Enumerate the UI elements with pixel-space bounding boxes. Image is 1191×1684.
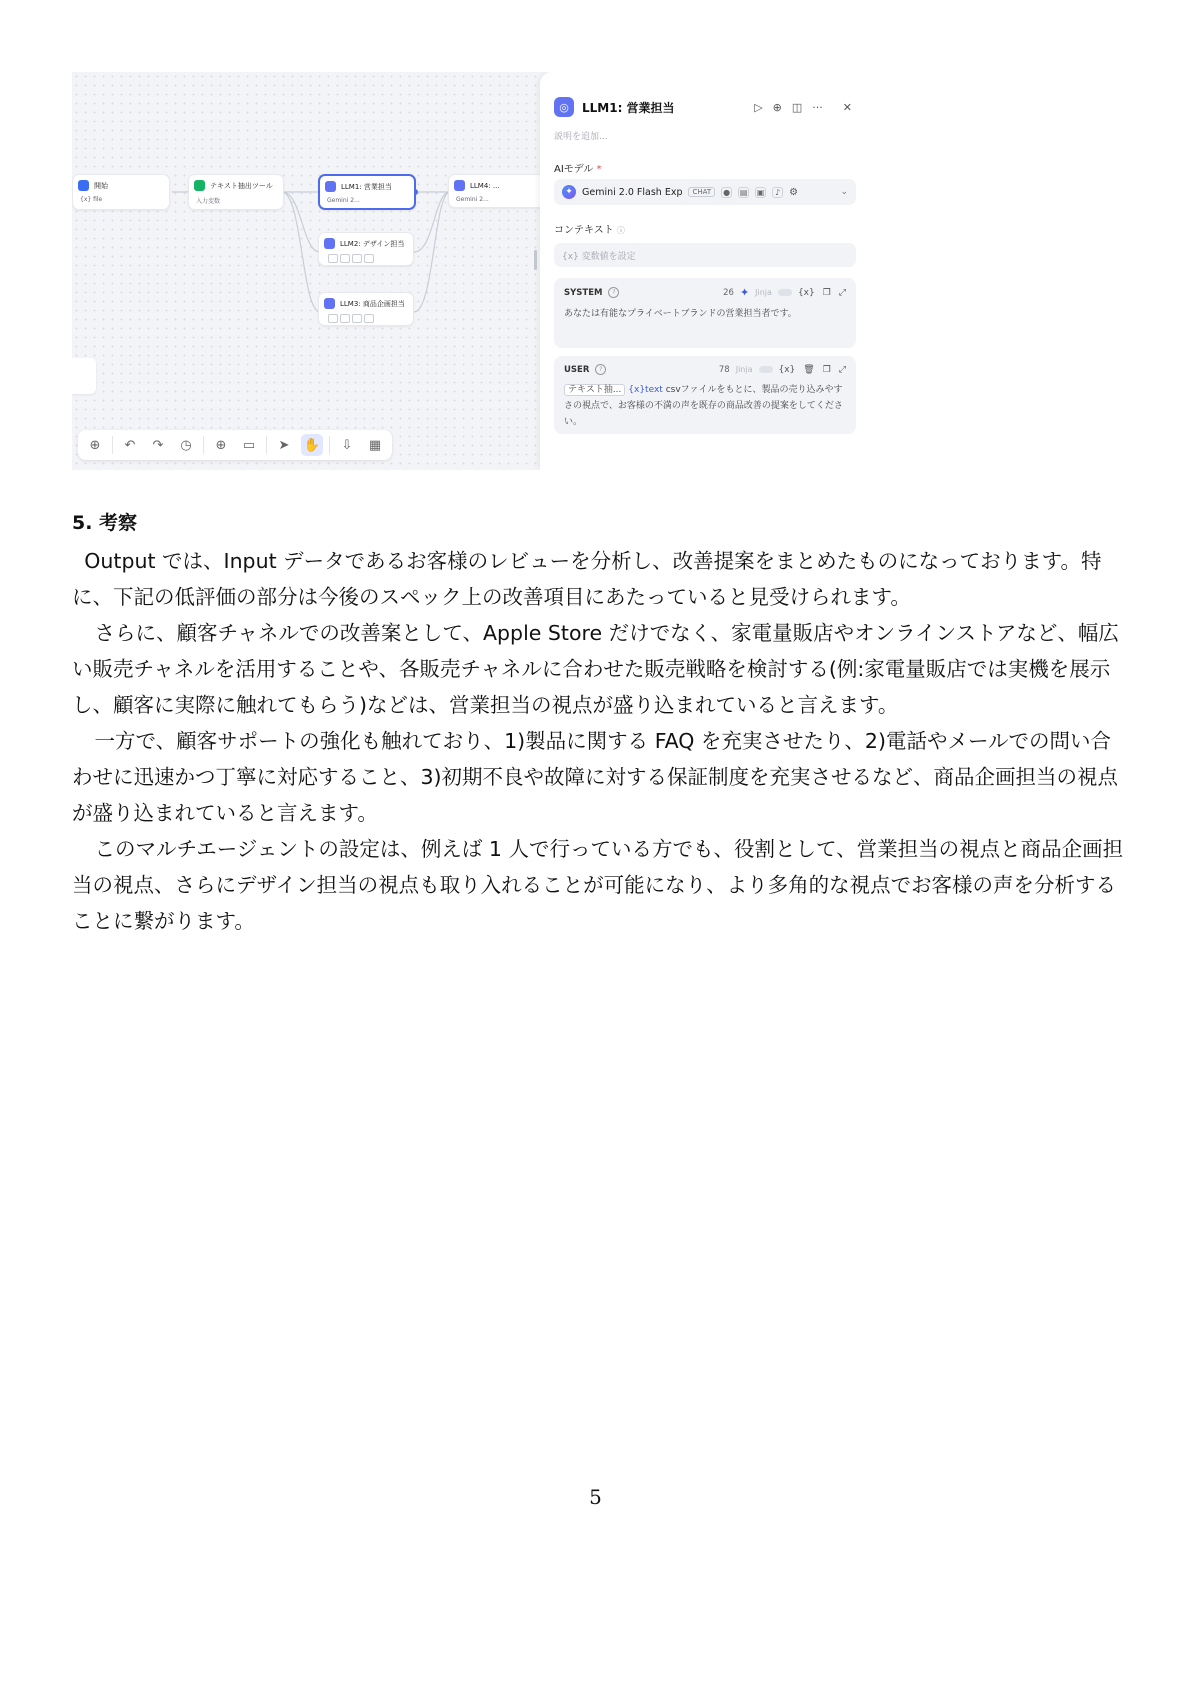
model-label: AIモデル * [554,164,602,175]
llm-icon [324,238,335,249]
context-label: コンテキスト ⓘ [554,225,625,236]
audio-icon: ♪ [772,187,783,198]
expand-icon[interactable]: ⤢ [838,364,846,375]
llm-output-node[interactable]: LLM4: ... Gemini 2... [448,174,550,208]
model-chips [326,254,374,263]
zoom-in-icon[interactable]: ⊕ [89,437,101,453]
paragraph-1: Output では、Input データであるお客様のレビューを分析し、改善提案をまとめたものになっております。特に、下記の低評価の部分は今後のスペック上の改善項目にあたっていると見受けられます。 [72,549,1102,609]
workflow-screenshot [72,72,862,470]
system-prompt[interactable]: SYSTEM ? 26 ✦ Jinja {x} ❐ ⤢ あなたは有能なプライベートブランドの営業担当者です。 [554,278,856,348]
hand-icon[interactable]: ✋ [301,434,323,456]
canvas-toolbar [78,430,392,460]
chevron-down-icon: ⌄ [840,187,848,197]
help-icon[interactable]: ⊕ [772,100,782,114]
question-icon: ? [595,364,606,375]
panel-title: LLM1: 営業担当 [582,100,675,115]
copy-icon[interactable]: ❐ [822,364,831,375]
question-icon: ⓘ [617,226,625,235]
model-chips [326,314,374,323]
undo-icon[interactable]: ↶ [124,437,136,453]
system-prompt-text[interactable]: あなたは有能なプライベートブランドの営業担当者です。 [564,309,797,319]
paragraph-3: 一方で、顧客サポートの強化も触れており、1)製品に関する FAQ を充実させたり、2)電話やメールでの問い合わせに迅速かつ丁寧に対応すること、3)初期不良や故障に対する保証制度を充実させるなど、商品企画担当の視点が盛り込まれていると言えます。 [72,729,1119,825]
split-view-icon[interactable]: ◫ [791,100,803,114]
model-select[interactable]: ✦ Gemini 2.0 Flash Exp CHAT ● ▤ ▣ ♪ ⚙ ⌄ [554,179,856,205]
history-icon[interactable]: ◷ [180,437,192,453]
workflow-edges [72,72,542,470]
settings-sliders-icon[interactable]: ⚙ [789,186,799,198]
add-node-icon[interactable]: ⊕ [215,437,227,453]
extractor-node[interactable]: テキスト抽出ツール 入力変数 [188,174,284,210]
llm-settings-panel [540,72,862,470]
llm-icon [325,181,336,192]
copy-icon[interactable]: ❐ [822,287,831,298]
close-icon[interactable]: ✕ [842,100,852,114]
layout-icon[interactable]: ▦ [368,437,382,453]
llm2-node[interactable]: LLM2: デザイン担当 [318,232,414,266]
llm-icon [324,298,335,309]
start-node[interactable]: 開始 {x} file [72,174,170,210]
panel-resize-handle[interactable] [534,250,537,270]
toolbar-divider [329,436,330,454]
run-icon[interactable]: ▷ [754,100,763,114]
jinja-toggle[interactable] [778,289,792,296]
description-input[interactable]: 説明を追加... [554,132,608,142]
toolbar-divider [112,436,113,454]
redo-icon[interactable]: ↷ [152,437,164,453]
user-prompt[interactable]: USER ? 78 Jinja {x} 🗑 ❐ ⤢ テキスト抽... {x}text csvファイルをもとに、製品の売り込みやすさの視点で、お客様の不満の声を既存の商品改善の提案をしてください。 [554,356,856,434]
pointer-icon[interactable]: ➤ [278,437,290,453]
insert-variable-button[interactable]: {x} [797,287,815,298]
insert-variable-button[interactable]: {x} [778,364,796,375]
start-icon [78,180,89,191]
paragraph-2: さらに、顧客チャネルでの改善案として、Apple Store だけでなく、家電量販店やオンラインストアなど、幅広い販売チャネルを活用することや、各販売チャネルに合わせた販売戦略を検討する(例:家電量販店では実機を展示し、顧客に実際に触れてもらう)などは、営業担当の視点が盛り込まれていると言えます。 [72,621,1119,717]
user-prompt-text[interactable]: テキスト抽... {x}text csvファイルをもとに、製品の売り込みやすさの視点で、お客様の不満の声を既存の商品改善の提案をしてください。 [564,385,843,427]
llm3-node[interactable]: LLM3: 商品企画担当 [318,292,414,326]
sparkle-icon[interactable]: ✦ [739,286,750,299]
context-input[interactable]: {x} 変数値を設定 [554,243,856,267]
vision-icon: ● [721,187,732,198]
gemini-icon: ✦ [562,185,576,199]
tool-icon [194,180,205,191]
jinja-toggle[interactable] [759,366,773,373]
doc-icon: ▤ [739,187,748,197]
paragraph-4: このマルチエージェントの設定は、例えば 1 人で行っている方でも、役割として、営業担当の視点と商品企画担当の視点、さらにデザイン担当の視点も取り入れることが可能になり、より多角的な視点でお客様の声を分析することに繋がります。 [72,837,1124,933]
trash-icon[interactable]: 🗑 [803,364,815,375]
minimap[interactable] [72,358,96,394]
llm1-node[interactable]: LLM1: 営業担当 Gemini 2... [318,174,416,210]
question-icon: ? [608,287,619,298]
llm-icon: ◎ [554,97,574,117]
llm-icon [454,180,465,191]
toolbar-divider [203,436,204,454]
page-number: 5 [589,1485,602,1509]
more-icon[interactable]: ··· [812,100,823,114]
section-heading: 5. 考察 [72,512,138,534]
video-icon: ▣ [756,187,765,197]
export-icon[interactable]: ⇩ [341,437,353,453]
expand-icon[interactable]: ⤢ [838,287,846,298]
note-icon[interactable]: ▭ [242,437,256,453]
toolbar-divider [266,436,267,454]
